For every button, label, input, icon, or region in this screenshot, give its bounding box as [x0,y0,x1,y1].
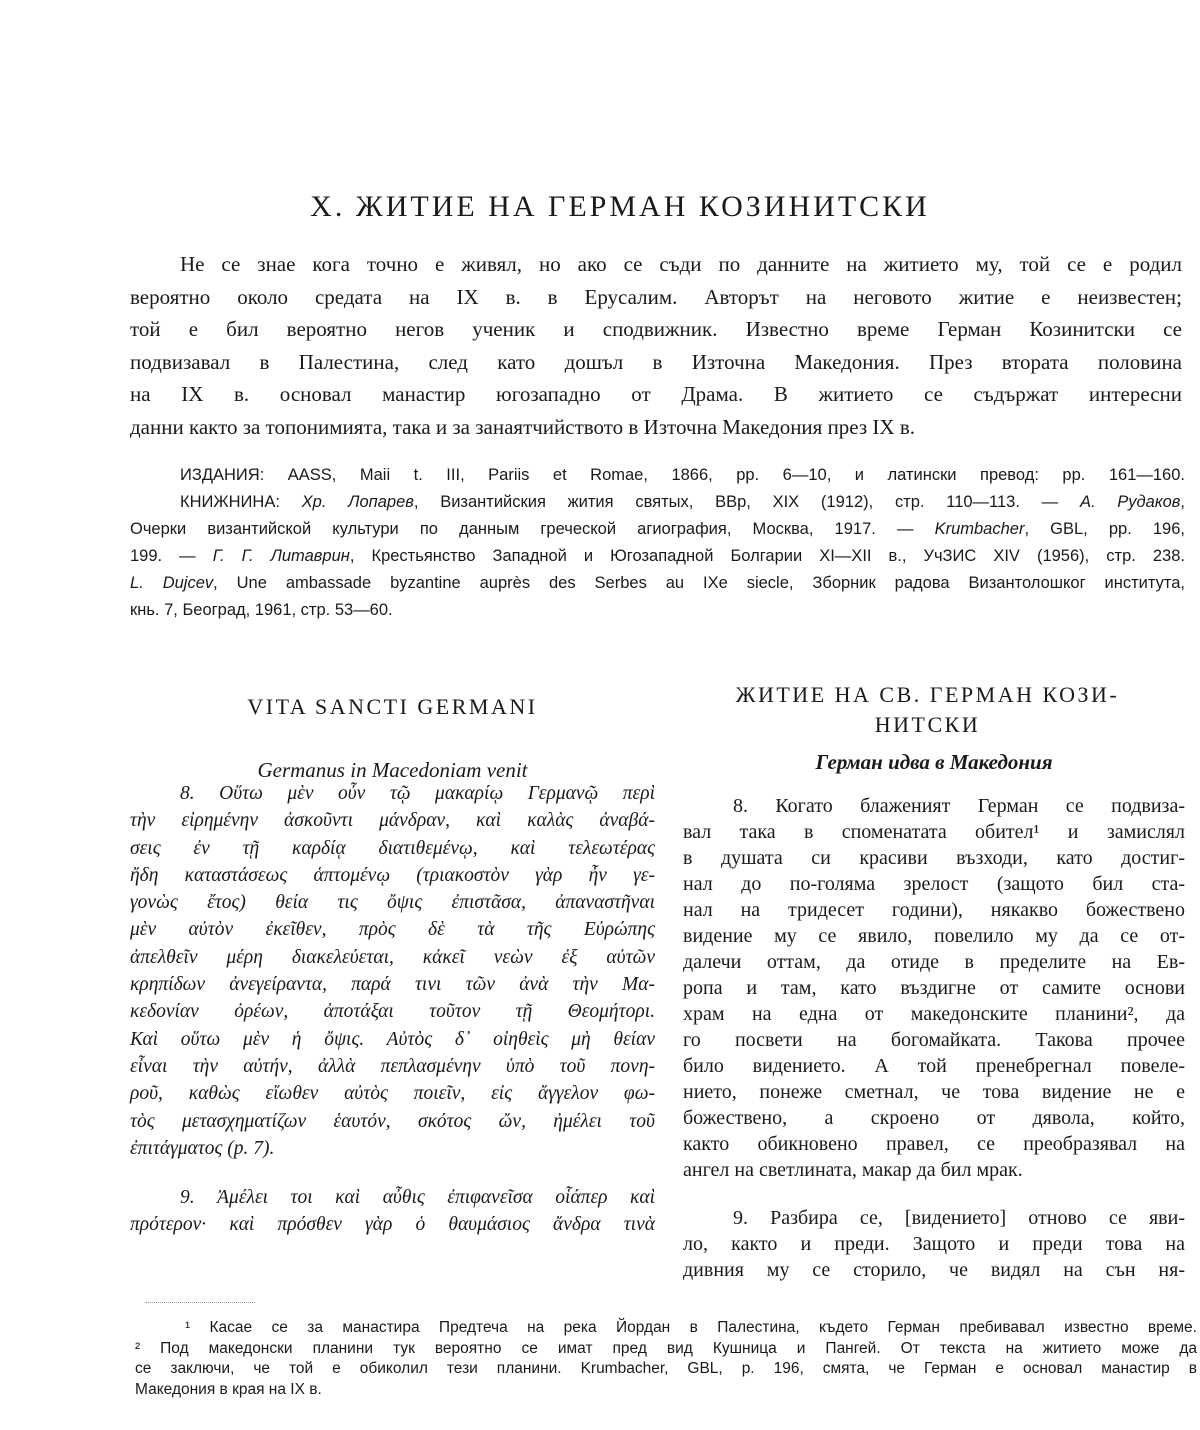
bibliography-text: ИЗДАНИЯ: AASS, Maii t. III, Pariis et Romae, 1866, pp. 6—10, и латински превод: pp. 161—160. [180,466,1185,484]
text-line: 8. Οὕτω μὲν οὖν τῷ μακαρίῳ Γερμανῷ περὶ [180,783,655,804]
text-line: нал до по-голяма зрелост (защото бил ста- [683,873,1185,895]
text-line: видение му се явило, повелило му да се от- [683,925,1185,947]
text-line: го посвети на богомайката. Такова прочее [683,1029,1185,1051]
author-name: L. Dujcev [130,574,214,592]
text-line: на IX в. основал манастир югозападно от Драма. В житието се съдържат интересни [130,382,1182,406]
text-line: εἶναι τὴν αὐτήν, ἀλλὰ πεπλασμένην ὑπὸ τοῦ πονη- [130,1055,655,1077]
text-line: подвизавал в Палестина, след като дошъл в Източна Македония. През втората половина [130,349,1182,374]
text-line: както обикновено правел, се преобразявал на [683,1133,1185,1155]
author-name: Хр. Лопарев [301,493,414,511]
text-line: γονὼς ἔτος) θεία τις ὄψις ἐπιστᾶσα, ἀπαναστῆναι [130,892,655,914]
chapter-title: X. ЖИТИЕ НА ГЕРМАН КОЗИНИТСКИ [310,190,930,223]
text-line: 9. Ἀμέλει τοι καὶ αὖθις ἐπιφανεῖσα οἷάπερ καὶ [180,1187,655,1209]
bibliography-text: Очерки византийской культури по данным греческой агиография, Москва, 1917. — [130,520,935,538]
text-line: κεδονίαν ὀρέων, ἀποτάξαι τοῦτον τῇ Θεομήτορι. [130,1001,655,1023]
text-line: ἤδη καταστάσεως ἁπτομένῳ (τριακοστὸν γὰρ ἦν γε- [130,864,655,886]
bibliography-line [130,489,1185,516]
text-line: било видението. А той пренебрегнал повеле- [683,1055,1185,1077]
text-line: храм на една от македонските планини², да [683,1003,1185,1025]
bibliography-line [130,570,1185,597]
text-line: ἀπελθεῖν μέρη διακελεύεται, κἀκεῖ νεὼν ἐξ αὐτῶν [130,946,655,968]
text-line: Καὶ οὕτω μὲν ἡ ὄψις. Αὐτὸς δ᾽ οἰηθεὶς μὴ θείαν [130,1028,655,1050]
text-line: в душата си красиви възходи, като достиг- [683,847,1185,869]
text-line: 9. Разбира се, [видението] отново се яви- [733,1207,1185,1229]
bulgarian-translation [683,793,1185,1283]
bibliography-text: , Византийския жития святых, ВВр, XIX (1912), стр. 110—113. — [413,493,1080,511]
bibliography-line [130,543,1185,570]
bibliography-line [130,597,1185,624]
text-line: Не се знае кога точно е живял, но ако се съди по данните на житието му, той се е родил [180,252,1182,276]
right-column-heading [650,680,1200,740]
text-line: нието, понеже сметнал, че това видение не е [683,1081,1185,1103]
right-heading-line2: НИТСКИ [874,712,981,737]
left-column-heading: VITA SANCTI GERMANI [247,694,538,719]
text-line: нал на тридесет години), някакво божествено [683,899,1185,921]
author-name: Krumbacher [934,520,1025,538]
bibliography-text: КНИЖНИНА: [180,493,302,511]
bibliography-text: , [1180,493,1185,511]
author-name: Г. Г. Литаврин [212,547,350,565]
bibliography [130,462,1185,624]
text-line: той е бил вероятно негов ученик и сподвижник. Известно време Герман Козинитски се [130,317,1182,341]
text-line: ангел на светлината, макар да бил мрак. [683,1159,1023,1181]
author-name: А. Рудаков [1079,493,1181,511]
text-line: вал така в споменатата обител¹ и замислял [683,821,1185,843]
text-line: ² Под македонски планини тук вероятно се имат пред вид Кушница и Пангей. От текста на житието може да [135,1339,1197,1357]
bibliography-text: , Une ambassade byzantine auprès des Serbes au IXe siecle, Зборник радова Византолошког института, [213,574,1185,592]
bibliography-text: , GBL, pp. 196, [1024,520,1185,538]
bibliography-text: , Крестьянство Западной и Югозападной Болгарии XI—XII в., УчЗИС XIV (1956), стр. 238. [349,547,1185,565]
text-line: 8. Когато блаженият Герман се подвиза- [733,795,1185,817]
text-line: τὴν εἰρημένην ἀσκοῦντι μάνδραν, καὶ καλὰς ἀναβά- [130,810,655,832]
intro-paragraph [130,248,1182,443]
text-line: вероятно около средата на IX в. в Ерусалим. Авторът на неговото житие е неизвестен; [130,284,1182,309]
footnotes [135,1318,1197,1400]
greek-text [130,780,655,1239]
text-line: τὸς μετασχηματίζων ἑαυτόν, σκότος ὤν, ἠμέλει τοῦ [130,1110,655,1132]
bibliography-line [130,516,1185,543]
text-line: ропа и там, като въздигне от самите основи [683,977,1185,999]
text-line: ¹ Касае се за манастира Предтеча на река Йордан в Палестина, където Герман пребивавал известно време. [185,1319,1197,1336]
right-column-subheading: Герман идва в Македония [815,750,1053,774]
text-line: πρότερον· καὶ πρόσθεν γὰρ ὁ θαυμάσιος ἄνδρα τινὰ [130,1214,655,1236]
text-line: ροῦ, καθὼς εἴωθεν αὐτὸς ποιεῖν, εἰς ἄγγελον φω- [130,1083,655,1105]
bibliography-text: кнь. 7, Београд, 1961, стр. 53—60. [130,601,393,619]
text-line: божествено, а скроено от дявола, който, [683,1107,1185,1129]
bibliography-line [130,462,1185,489]
left-column-subheading: Germanus in Macedoniam venit [257,758,528,782]
text-line: κρηπίδων ἀνεγείραντα, παρά τινι τῶν ἀνὰ τὴν Μα- [130,974,655,996]
text-line: ἐπιτάγματος (p. 7). [130,1137,275,1159]
text-line: ло, както и преди. Защото и преди това на [683,1233,1185,1255]
text-line: μὲν αὐτὸν ἐκεῖθεν, πρὸς δὲ τὰ τῆς Εὐρώπης [130,919,655,941]
text-line: дивния му се сторило, че видял на сън ня- [683,1259,1185,1281]
text-line: данни както за топонимията, така и за занаятчийството в Източна Македония през IX в. [130,414,916,439]
text-line: Македония в края на IX в. [135,1380,322,1398]
text-line: далечи оттам, да отиде в пределите на Ев- [683,951,1185,973]
text-line: се заключи, че той е обиколил тези планини. Krumbacher, GBL, p. 196, смята, че Герман е основал манастир в [135,1360,1197,1377]
text-line: σεις ἐν τῇ καρδίᾳ διατιθεμένῳ, καὶ τελεωτέρας [130,837,655,859]
right-heading-line1: ЖИТИЕ НА СВ. ГЕРМАН КОЗИ- [735,682,1120,707]
footnote-separator [145,1302,255,1303]
bibliography-text: 199. — [130,547,213,565]
